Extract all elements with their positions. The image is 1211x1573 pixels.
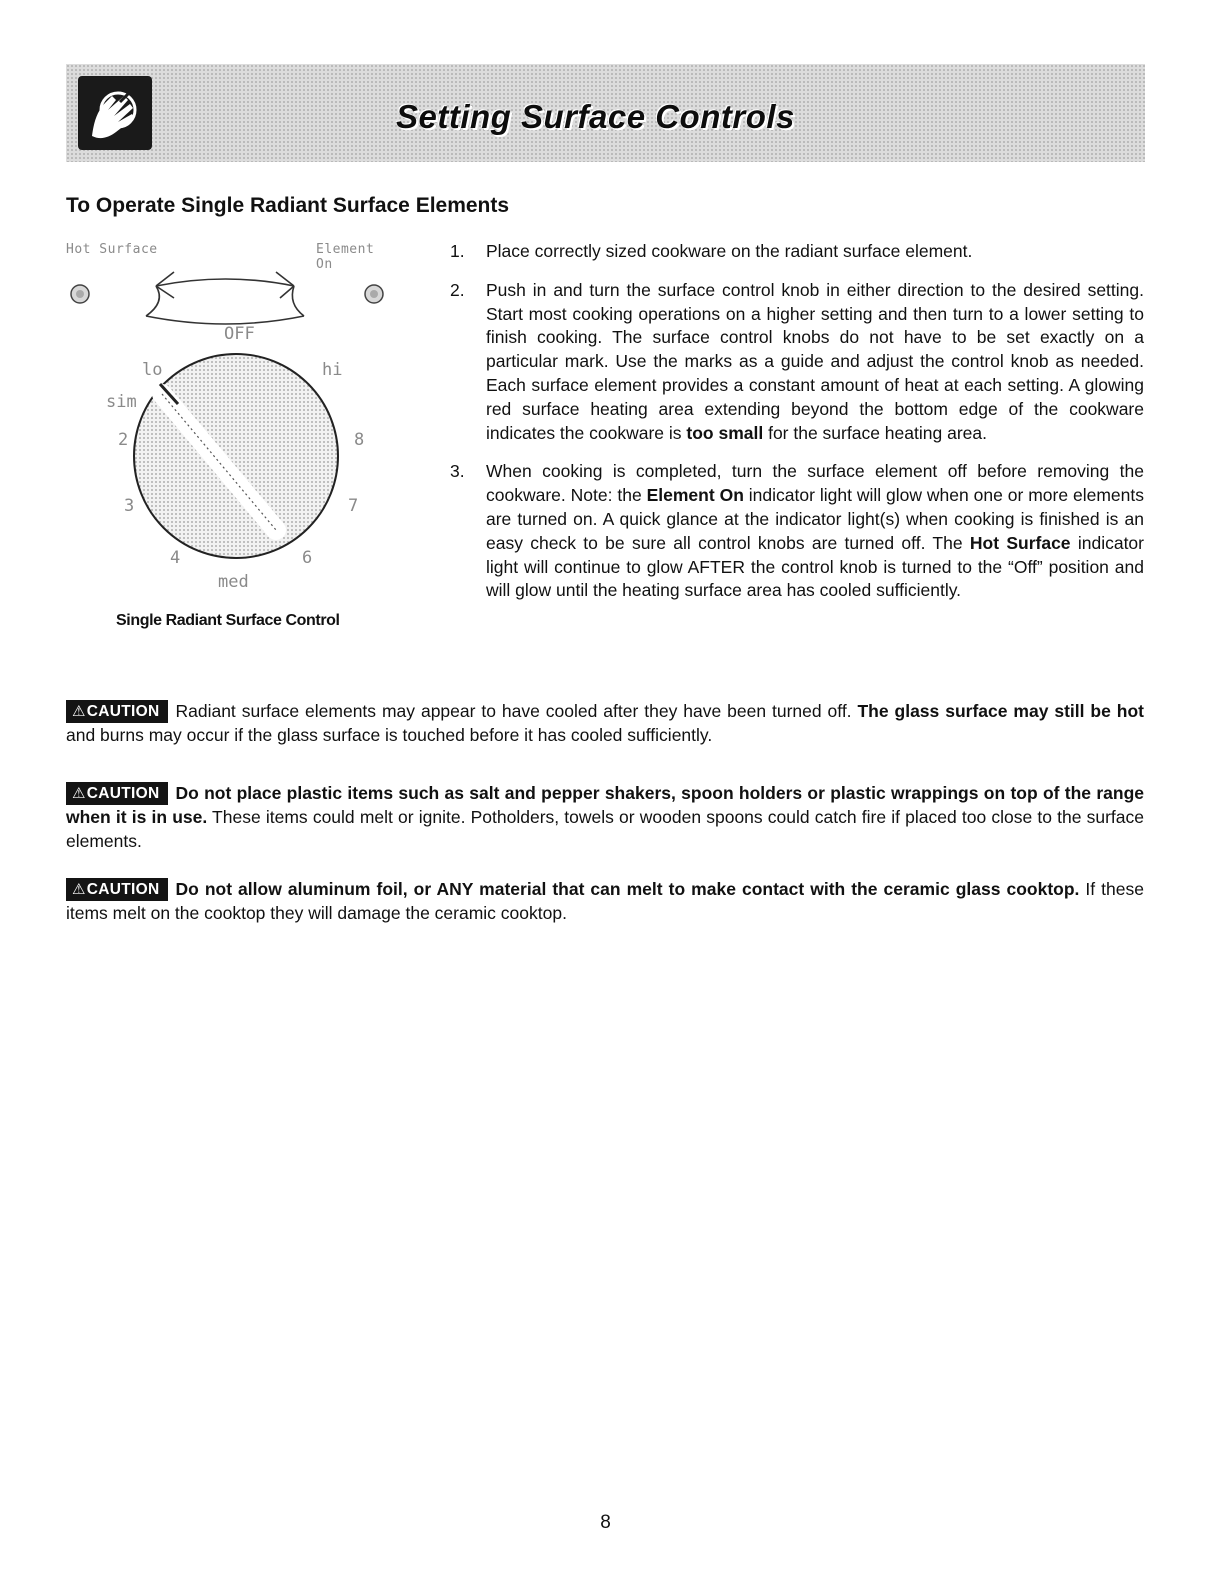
med-label: med bbox=[218, 572, 249, 592]
figure-caption: Single Radiant Surface Control bbox=[116, 612, 340, 629]
step-text: When cooking is completed, turn the surface element off before removing the cookware. Note: the Element On indicator light will glow when one or more elements are turned on. A quick glance at the indicator light(s) when cooking is finished is an easy check to be sure all control knobs are turned off. The Hot Surface indicator light will continue to glow AFTER the control knob is turned to the “Off” position and will glow until the heating surface area has cooled sufficiently. bbox=[486, 461, 1144, 601]
header-banner bbox=[66, 64, 1145, 162]
hi-label: hi bbox=[322, 360, 343, 380]
caution-badge: ⚠CAUTION bbox=[66, 700, 168, 723]
step-number: 2. bbox=[450, 279, 465, 300]
surface-control-figure bbox=[66, 232, 396, 632]
page-title: Setting Surface Controls bbox=[396, 98, 795, 135]
list-item bbox=[450, 240, 1144, 264]
dial-number-label: 2 bbox=[118, 430, 129, 450]
emphasis-text: Do not place plastic items such as salt and pepper shakers, spoon holders or plastic wrappings on top of the range when it is in use. bbox=[66, 783, 1144, 827]
step-text: Place correctly sized cookware on the radiant surface element. bbox=[486, 241, 973, 261]
element-on-label: Element On bbox=[316, 242, 375, 272]
off-label: OFF bbox=[224, 324, 255, 344]
warning-triangle-icon: ⚠ bbox=[72, 785, 86, 802]
emphasis-text: Element On bbox=[646, 485, 744, 506]
dial-number-label: 7 bbox=[348, 496, 359, 516]
dial-number-label: 6 bbox=[302, 548, 313, 568]
caution-note: ⚠CAUTION Radiant surface elements may appear to have cooled after they have been turned off. The glass surface may still be hot and burns may occur if the glass surface is touched before it has cooled sufficiently. bbox=[66, 701, 1144, 745]
lo-label: lo bbox=[142, 360, 163, 380]
caution-note: ⚠CAUTION Do not place plastic items such as salt and pepper shakers, spoon holders or plastic wrappings on top of the range when it is in use. These items could melt or ignite. Potholders, towels or wooden spoons could catch fire if placed too close to the surface elements. bbox=[66, 783, 1145, 851]
step-text: Push in and turn the surface control knob in either direction to the desired setting. Start most cooking operations on a higher setting and then turn to a lower setting to finish cooking. The surface control knobs do not have to be set exactly on a particular mark. Use the marks as a guide and adjust the control knob as needed. Each surface element provides a constant amount of heat at each setting. A glowing red surface heating area extending beyond the bottom edge of the cookware indicates the cookware is too small for the surface heating area. bbox=[486, 279, 1144, 443]
warning-triangle-icon: ⚠ bbox=[72, 703, 86, 720]
emphasis-text: Hot Surface bbox=[969, 532, 1071, 553]
step-number: 1. bbox=[450, 241, 465, 261]
knob-illustration bbox=[66, 232, 396, 602]
emphasis-text: Do not allow aluminum foil, or ANY material that can melt to make contact with the ceramic glass cooktop. bbox=[175, 879, 1080, 899]
caution-badge: ⚠CAUTION bbox=[66, 878, 168, 901]
list-item bbox=[450, 279, 1144, 446]
rotation-arrow-icon bbox=[156, 279, 294, 286]
caution-badge: ⚠CAUTION bbox=[66, 782, 168, 805]
dial-number-label: 4 bbox=[170, 548, 181, 568]
hot-surface-label: Hot Surface bbox=[66, 242, 158, 257]
hand-on-knob-icon bbox=[78, 76, 152, 150]
step-number: 3. bbox=[450, 461, 465, 482]
list-item bbox=[450, 460, 1144, 603]
sim-label: sim bbox=[106, 392, 137, 412]
warning-triangle-icon: ⚠ bbox=[72, 881, 86, 898]
page-number: 8 bbox=[600, 1512, 611, 1533]
emphasis-text: The glass surface may still be hot bbox=[857, 701, 1144, 721]
dial-number-label: 3 bbox=[124, 496, 135, 516]
caution-note: ⚠CAUTION Do not allow aluminum foil, or ANY material that can melt to make contact with the ceramic glass cooktop. If these items melt on the cooktop they will damage the ceramic cooktop. bbox=[66, 879, 1144, 923]
section-title: To Operate Single Radiant Surface Elements bbox=[66, 194, 510, 217]
emphasis-text: too small bbox=[686, 422, 764, 443]
dial-number-label: 8 bbox=[354, 430, 365, 450]
instruction-steps bbox=[450, 240, 1144, 618]
